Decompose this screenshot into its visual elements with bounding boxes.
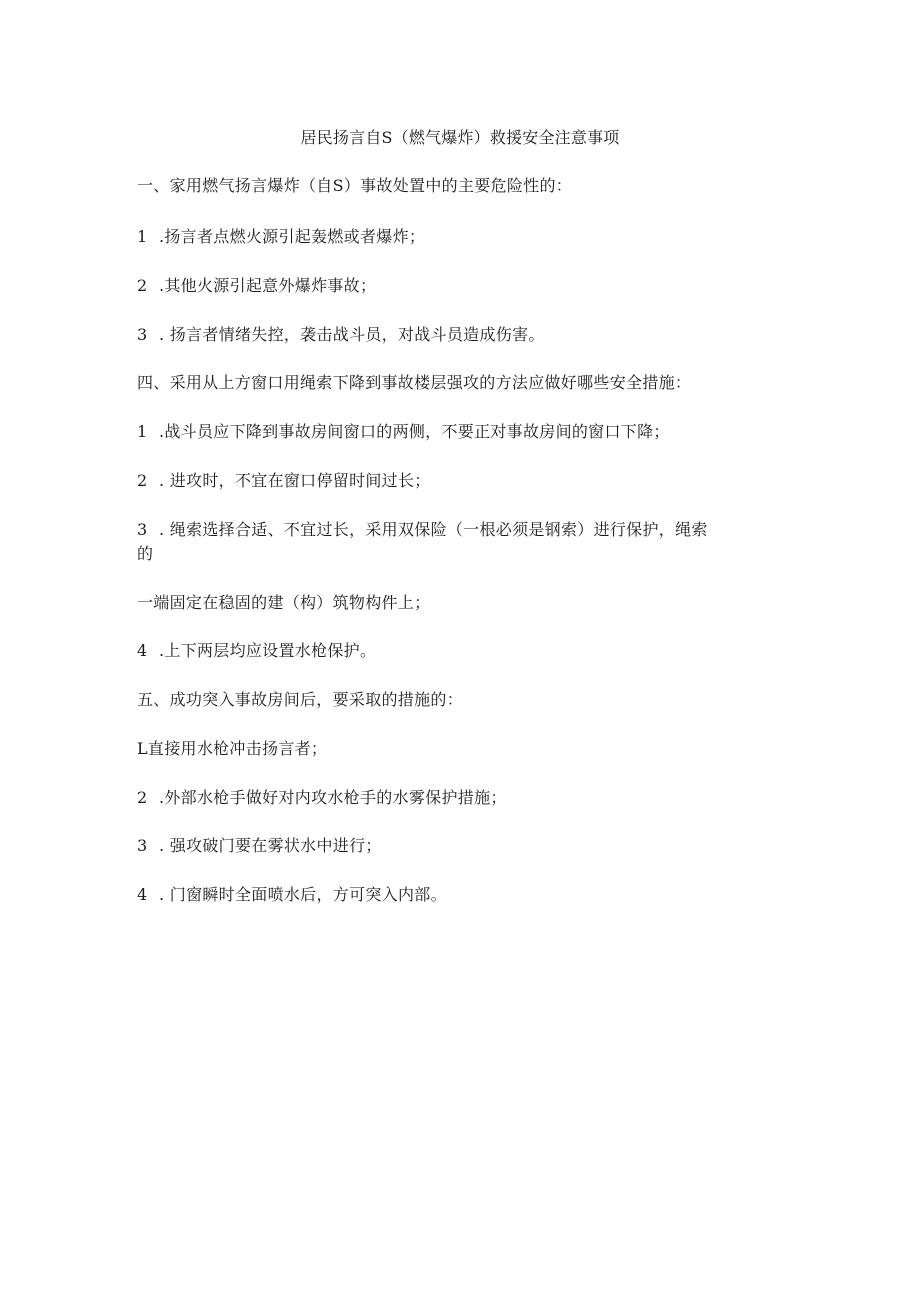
line-text: . 绳索选择合适、不宜过长，采用双保险（一根必须是钢索）进行保护，绳索 <box>159 520 708 539</box>
list-item <box>137 884 447 906</box>
line-text: 一端固定在稳固的建（构）筑物构件上； <box>137 593 431 612</box>
item-number: 2 <box>137 471 148 490</box>
list-item <box>137 519 708 541</box>
paragraph-line <box>137 592 430 614</box>
line-text: . 强攻破门要在雾状水中进行； <box>159 836 382 855</box>
item-number: 1 <box>137 422 148 441</box>
item-number: 3 <box>137 520 148 539</box>
line-text: .战斗员应下降到事故房间窗口的两侧，不要正对事故房间的窗口下降； <box>159 422 670 441</box>
line-text: .外部水枪手做好对内攻水枪手的水雾保护措施； <box>159 788 507 807</box>
line-text: . 扬言者情绪失控，袭击战斗员，对战斗员造成伤害。 <box>159 325 545 344</box>
list-item <box>137 421 670 443</box>
list-item <box>137 324 545 346</box>
section-heading-hazards <box>137 175 572 197</box>
list-item <box>137 275 376 297</box>
line-text: 四、采用从上方窗口用绳索下降到事故楼层强攻的方法应做好哪些安全措施： <box>137 373 692 392</box>
line-text: .其他火源引起意外爆炸事故； <box>159 276 377 295</box>
line-text: .扬言者点燃火源引起轰燃或者爆炸； <box>159 227 426 246</box>
list-item <box>137 640 376 662</box>
section-heading-after-entry <box>137 689 463 711</box>
list-item <box>137 470 431 492</box>
line-text: 一、家用燃气扬言爆炸（自S）事故处置中的主要危险性的： <box>137 176 573 195</box>
item-number: 4 <box>137 641 148 660</box>
item-number: 3 <box>137 836 148 855</box>
line-text: L直接用水枪冲击扬言者； <box>137 739 328 758</box>
list-item-continuation <box>137 543 153 565</box>
item-number: 4 <box>137 885 148 904</box>
item-number: 3 <box>137 325 148 344</box>
item-number: 2 <box>137 788 148 807</box>
line-text: . 门窗瞬时全面喷水后，方可突入内部。 <box>159 885 447 904</box>
item-number: 1 <box>137 227 148 246</box>
item-number: 2 <box>137 276 148 295</box>
list-item <box>137 787 507 809</box>
list-item <box>137 835 382 857</box>
line-text: .上下两层均应设置水枪保护。 <box>159 641 377 660</box>
line-text: 的 <box>137 544 154 563</box>
list-item <box>137 226 425 248</box>
line-text: . 进攻时，不宜在窗口停留时间过长； <box>159 471 431 490</box>
document-title: 居民扬言自S（燃气爆炸）救援安全注意事项 <box>300 128 620 147</box>
list-item <box>137 738 327 760</box>
line-text: 五、成功突入事故房间后，要采取的措施的： <box>137 690 464 709</box>
section-heading-rope-descent <box>137 372 691 394</box>
